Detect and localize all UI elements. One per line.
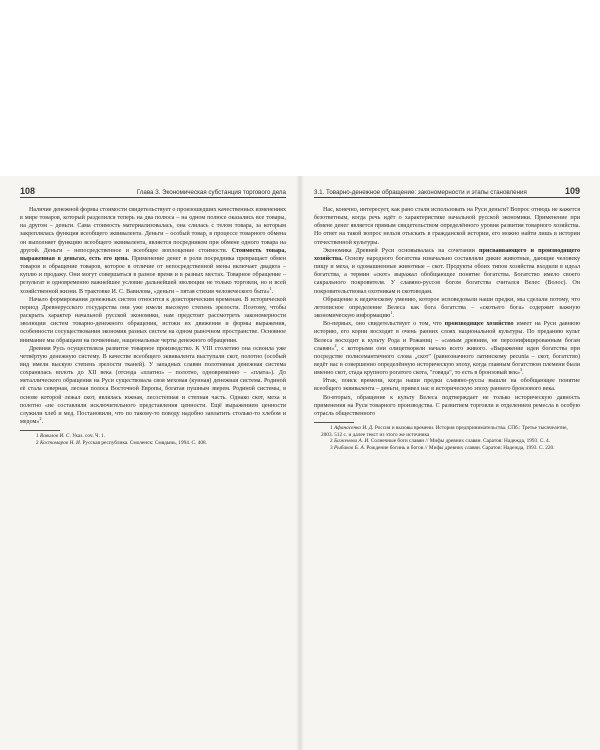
- footnote-ref: 2: [39, 416, 42, 422]
- text-run: Обращение к ведическому умению, которое исповедовали наши предки, мы сделали потому, что летописное определение Велеса как бога богатства – «скотьего бога» содержит важную экономическую информацию: [314, 296, 580, 320]
- paragraph: [20, 345, 286, 427]
- footnote-text: Россия и вызовы времени. История предпринимательства. СПб.: Третье тысячелетие, 2003. 512 с. и далее текст из этого же источника: [321, 425, 568, 438]
- paragraph: [314, 296, 580, 320]
- page-number: 108: [20, 186, 36, 196]
- book-spread: [0, 176, 600, 750]
- text-run: Нас, конечно, интересует, как рано стали использовать на Руси деньги? Вопрос отнюдь не кажется безответным, когда речь идёт о характеристике начальной русской экономики. Применение при обмене денег является прямым свидетельством определённого уровня развития товарного хозяйства. Но ответ на такой вопрос нельзя отыскать в гражданской истории, его можно найти лишь в истории отечественной культуры.: [314, 207, 580, 246]
- footnote-number: 2: [36, 439, 39, 446]
- paragraphs: [314, 206, 580, 418]
- text-run: .: [41, 419, 44, 426]
- page-number: 109: [564, 186, 580, 196]
- footnote-author: Вавилов И. С.: [39, 433, 71, 440]
- footnote: [20, 433, 286, 440]
- chapter-title: Глава 3. Экономическая субстанция торгового дела: [136, 189, 286, 196]
- footnote: [20, 440, 286, 447]
- right-page: [300, 176, 600, 750]
- footnote-separator: [314, 422, 354, 423]
- text-run: Во-первых, оно свидетельствует о том, что: [323, 321, 445, 328]
- bold-text: Стоимость товара, выраженная в деньгах, есть его цена.: [20, 247, 286, 262]
- text-run: .: [522, 370, 524, 377]
- page-body: [20, 206, 286, 446]
- paragraph: [314, 394, 580, 418]
- footnote: [314, 445, 580, 452]
- footnote-number: 1: [36, 433, 39, 440]
- text-run: имеет на Руси давнюю историю, его корни восходят в очень ранних слоях национальной культуры. По преданию культ Велеса восходит к культу Рода и Рожаниц – «самым древним, не персонифицированным богам славян»: [314, 321, 580, 352]
- text-run: Наличие денежной формы стоимости свидетельствует о произошедших качественных изменениях в мире товаров, который разделился теперь на два полюса – на одном полюсе оказались все товары, на другом – деньги. Сама стоимость материализовалась, она слилась с телом товара, за которым закреплялась функция всеобщего эквивалента. Деньги – особый товар, в процессе товарного обмена он выполняет функцию всеобщего эквивалента, является посредником при обмене одного товара на другой. Деньги – непосредственное и всеобщее воплощение стоимости.: [20, 207, 286, 254]
- footnotes: [20, 433, 286, 446]
- footnote-text: Указ. соч. Ч. 1.: [70, 433, 106, 440]
- text-run: Экономика Древней Руси основывалась на сочетании: [323, 247, 479, 254]
- text-run: Во-вторых, обращение к культу Велеса подтверждает не только историческую давность применения на Руси товарного производства. С развитием торговли и отделением ремесла в особую отрасль общественного: [314, 394, 580, 417]
- text-run: .: [392, 313, 394, 320]
- footnote-number: 2: [330, 438, 333, 445]
- paragraph: [20, 206, 286, 296]
- running-header: [20, 180, 286, 196]
- footnote-text: Русская республика. Смоленск: Смядынь, 1994. С. 408.: [81, 439, 207, 446]
- text-run: , с которыми они олицетворяли начало всего живого. «Выражение идеи богатства при посредстве полисемантичного слова „скот" (равнозначного латинскому pecunia – скот, богатство) ведёт нас в совершенно определённую историческую эпоху, когда главным богатством племени были именно скот, стада крупного рогатого скота, "говяда", то есть в бронзовый век»: [314, 345, 580, 377]
- bold-text: присваивающего и производящего хозяйства.: [314, 247, 580, 262]
- footnote-ref: 2: [334, 342, 337, 348]
- footnote-ref: 3: [520, 367, 523, 373]
- footnote: [314, 425, 580, 438]
- text-run: Начало формирования денежных систем относится к доисторическим временам. В исторической период Древнерусского государства они уже имели высокую степень зрелости. Поэтому, чтобы раскрыть характер начальной русской экономики, нам предстоит рассмотреть закономерности эволюции систем товарно-денежного обращения, истоки их движения и формы выражения, особенности сосуществования экономик разных систем на одном рыночном пространстве. Основное внимание мы обращаем на почвенные, национальные черты денежного обращения.: [20, 296, 286, 344]
- paragraphs: [20, 206, 286, 426]
- text-run: Итак, поиск времени, когда наши предки славяно-руссы вышли на обобщающее понятие всеобщего эквивалента – деньги, привел нас в историческую эпоху раннего бронзового века.: [314, 378, 580, 393]
- text-run: .: [271, 288, 274, 295]
- footnote-text: Солнечные боги славян // Мифы древних славян. Саратов: Надежда, 1993. С. 4.: [369, 438, 550, 445]
- footnote-number: 1: [330, 425, 333, 432]
- header-rule: [314, 197, 580, 198]
- running-header: [314, 180, 580, 196]
- left-page: [0, 176, 300, 750]
- footnote-separator: [20, 430, 60, 431]
- footnote-ref: 1: [269, 285, 272, 291]
- text-run: Основу народного богатства изначально составляли дикие животные, дающие человеку пищу и меха, и одомашненные животные – скот. Продукты обоих типов хозяйства входили в идеал богатства, а термин «скот» выражал обобщающее понятие богатства. Богатство имело своего сакрального покровителя. У славяно-руссов богом богатства считался Велес (Волос). Он покровительствовал охотникам и скотоводам.: [314, 255, 580, 295]
- footnote-author: Афанасенко И. Д.: [333, 425, 374, 432]
- footnotes: [314, 425, 580, 451]
- paragraph: [314, 377, 580, 393]
- footnote-author: Баженова А. И.: [333, 438, 370, 445]
- chapter-title: 3.1. Товарно-денежное обращение: закономерности и этапы становления: [314, 189, 527, 196]
- footnote-number: 3: [330, 444, 333, 451]
- bold-text: производящее хозяйство: [444, 321, 514, 328]
- paragraph: [314, 247, 580, 296]
- footnote: [314, 438, 580, 445]
- footnote-author: Рыбаков Б. А.: [333, 444, 365, 451]
- page-body: [314, 206, 580, 451]
- paragraph: [314, 206, 580, 247]
- text-run: Применение денег в роли посредника превращает обмен товаров в обращение товаров, которое в отличие от непосредственной мены включает двадкта – куплю и продажу. Они могут совершаться в разное время и в разных местах. Товарное обращение – результат и одновременно важнейшее условие дальнейшей эволюции не только торговли, но и всей хозяйственной жизни. В трактовке И. С. Вавилова, «деньги – пятая стихия человеческого быта»: [20, 255, 287, 295]
- text-run: Древняя Русь осуществляла развитое товарное производство. К VIII столетию она освоила уже четвёртую денежную систему. В качестве всеобщего эквивалента выступали скот, полотно (особый вид имели выскую степень зрелости тканей). У западных славян полотняная денежная система сохранялась вплоть до XII века (отсюда «платно» – полотно, одновременно – «плата»). До металлического обращения на Руси существовала своя меховая (кунная) денежная система. Родиной её стала северная, лесная полоса Восточной Европы, богатая пушным зверем. Родиной системы, в основе которой лежал скот, являлась южная, лесостепная и степная часть. Однако скот, меха и полотно «не составляли исключительного представления ценности. Ещё выражением ценности служили хлеб и мед. Постановили, что по такому-то поводу надобно заплатить столько-то хлебом и медом»: [20, 345, 286, 426]
- footnote-author: Костомаров Н. И.: [39, 439, 82, 446]
- paragraph: [314, 320, 580, 377]
- header-rule: [20, 197, 286, 198]
- paragraph: [20, 296, 286, 345]
- footnote-ref: 1: [390, 310, 393, 315]
- footnote-text: Рождение богинь и богов // Мифы древних славян. Саратов: Надежда, 1993. С. 220.: [365, 444, 555, 451]
